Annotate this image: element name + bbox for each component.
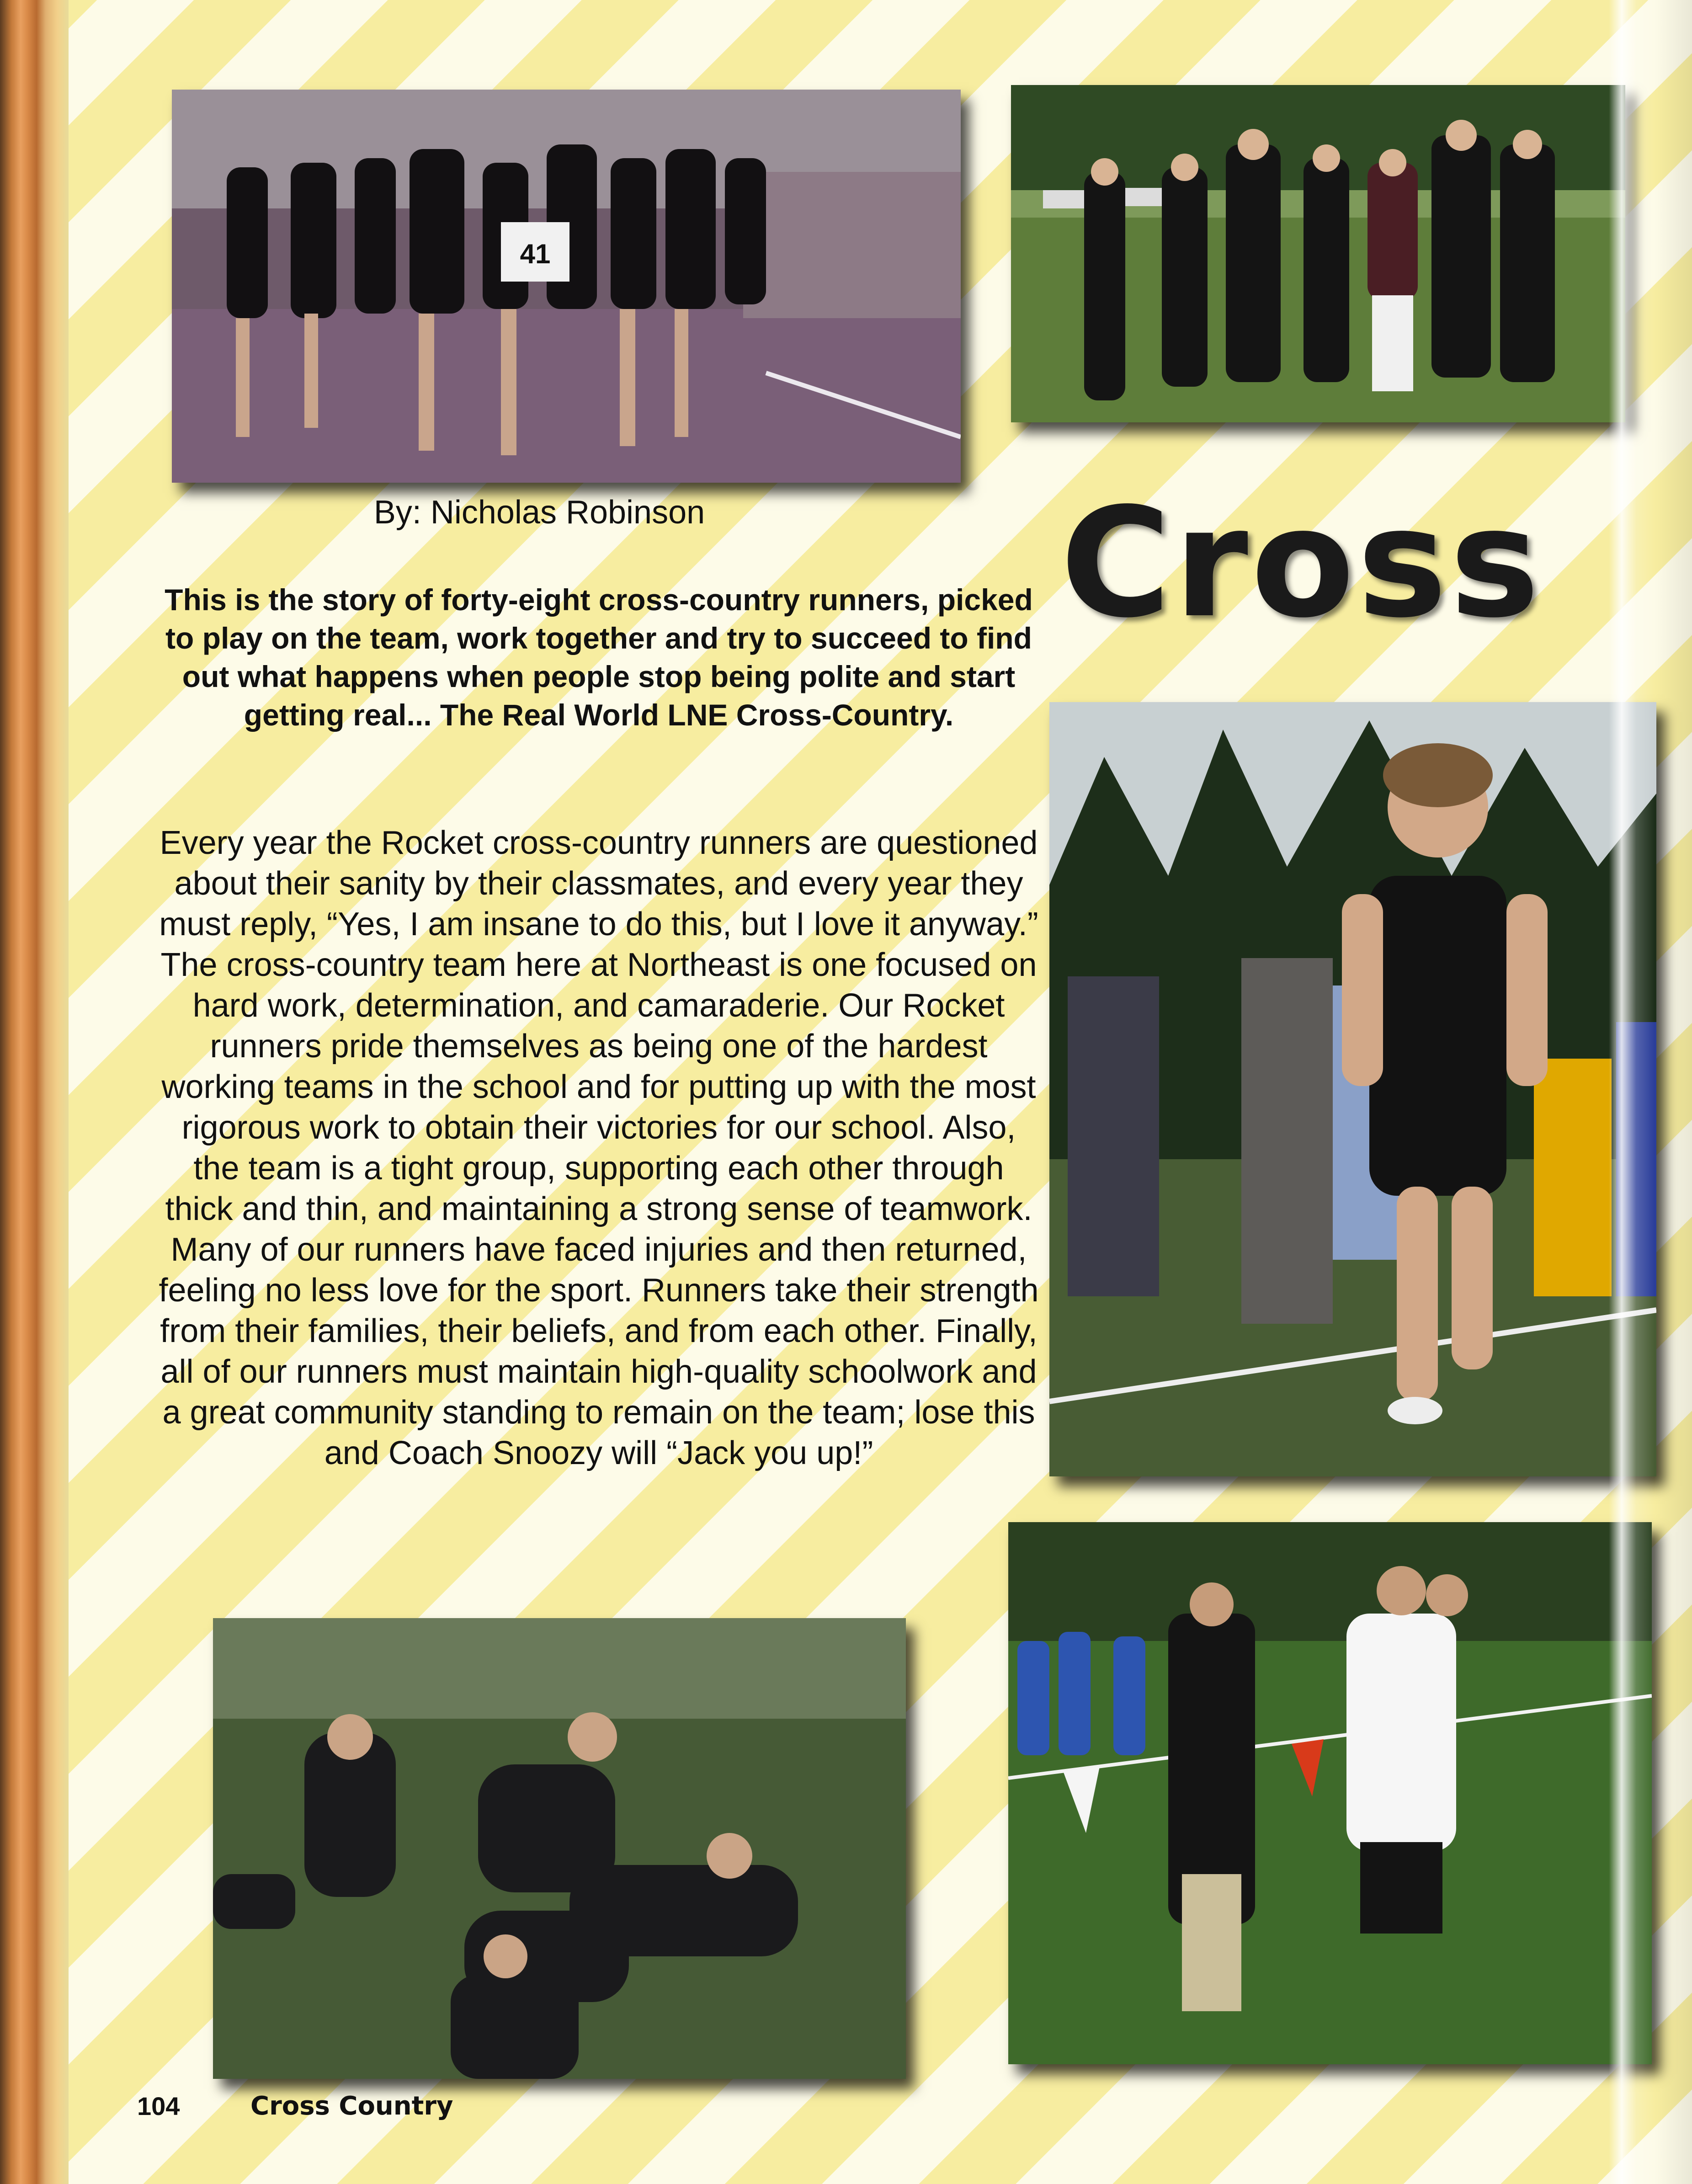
photo-race-start	[172, 90, 961, 483]
book-spine-edge	[0, 0, 69, 2184]
photo-runner-closeup	[1049, 702, 1656, 1476]
photo-coaches-at-meet	[1008, 1522, 1652, 2064]
lede-paragraph: This is the story of forty-eight cross-country runners, picked to play on the team, work together and try to succeed to find out what happens when people stop being polite and start getting real... The Real World LNE Cross-Country.	[165, 583, 1033, 732]
page-title: Cross	[1060, 475, 1543, 651]
photo-team-lineup	[1011, 85, 1625, 422]
page-number: 104	[137, 2092, 180, 2120]
body-paragraph: Every year the Rocket cross-country runners are questioned about their sanity by their classmates, and every year they must reply, “Yes, I am insane to do this, but I love it anyway.” The cross-country team here at Northeast is one focused on hard work, determination, and camaraderie. Our Rocket runners pride themselves as being one of the hardest working teams in the school and for putting up with the most rigorous work to obtain their victories for our school. Also, the team is a tight group, supporting each other through thick and thin, and maintaining a strong sense of teamwork. Many of our runners have faced injuries and then returned, feeling no less love for the sport. Runners take their strength from their families, their beliefs, and from each other. Finally, all of our runners must maintain high-quality schoolwork and a great community standing to remain on the team; lose this and Coach Snoozy will “Jack you up!”	[159, 825, 1039, 1471]
bib-number: 41	[520, 239, 551, 269]
section-name: Cross Country	[250, 2091, 453, 2121]
photo-team-stretching	[213, 1618, 906, 2079]
byline: By: Nicholas Robinson	[373, 494, 705, 531]
page-gutter-highlight	[1609, 0, 1692, 2184]
